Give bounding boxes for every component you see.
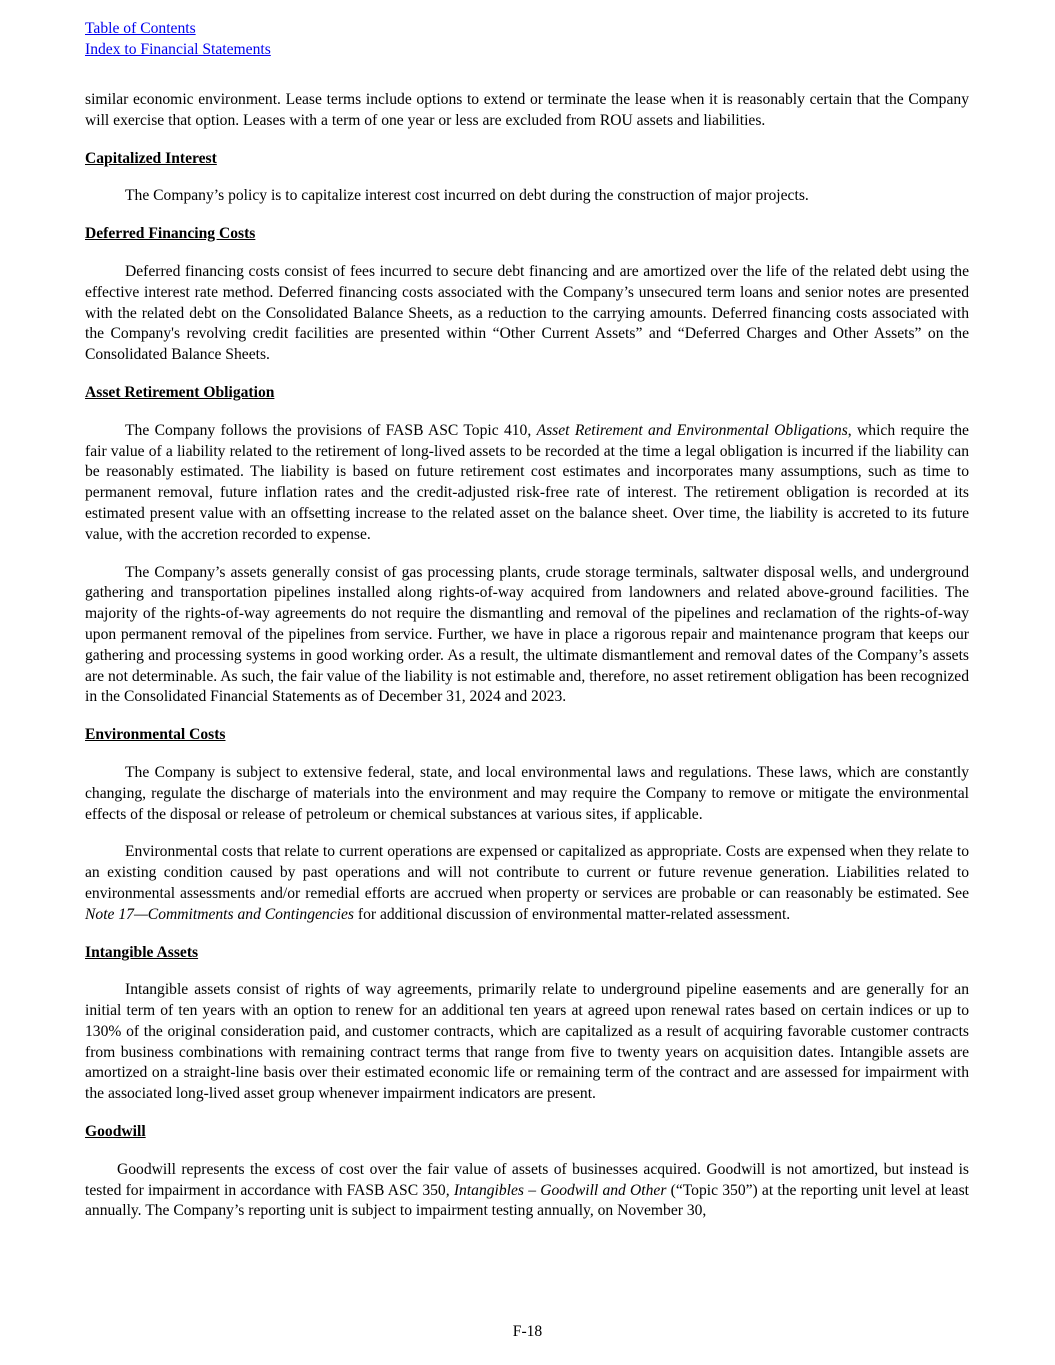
lease-paragraph: similar economic environment. Lease terms include options to extend or terminate the lease when it is reasonably certain that the Company will exercise that option. Leases with a term of one year or less are excluded from ROU assets and liabilities. xyxy=(85,91,969,129)
text: Goodwill represents the excess of cost over the fair value of assets of businesses acquired. Goodwill is not amortized, but instead is tested for impairment in accordance with FASB ASC 350 xyxy=(85,1160,969,1199)
italic-title: , Intangibles – Goodwill and Other xyxy=(445,1181,667,1199)
intangible-assets-heading: Intangible Assets xyxy=(85,943,199,961)
note-reference: Note 17—Commitments and Contingencies xyxy=(85,905,354,923)
goodwill-heading: Goodwill xyxy=(85,1123,146,1141)
capitalized-interest-heading: Capitalized Interest xyxy=(85,149,217,167)
text: The Company follows the provisions of FASB ASC Topic 410, xyxy=(125,421,537,439)
environmental-paragraph-2 xyxy=(85,842,969,925)
deferred-financing-heading: Deferred Financing Costs xyxy=(85,225,256,243)
text: (“Topic 350”) at the reporting unit level at least annually. The Company’s reporting unit is subject to impairment testing annually, on November 30, xyxy=(85,1181,969,1220)
goodwill-paragraph xyxy=(85,1160,969,1222)
document-body xyxy=(85,90,969,1239)
aro-heading: Asset Retirement Obligation xyxy=(85,383,275,401)
environmental-paragraph-1: The Company is subject to extensive federal, state, and local environmental laws and regulations. These laws, which are constantly changing, regulate the discharge of materials into the environment and may require the Company to remove or mitigate the environmental effects of the disposal or release of petroleum or chemical substances at various sites, if applicable. xyxy=(85,763,969,823)
text: for additional discussion of environmental matter-related assessment. xyxy=(353,905,791,923)
italic-title: Asset Retirement and Environmental Obligations xyxy=(536,421,848,439)
environmental-heading: Environmental Costs xyxy=(85,726,226,744)
index-financial-statements-link[interactable]: Index to Financial Statements xyxy=(85,40,271,58)
top-nav xyxy=(85,19,271,60)
capitalized-interest-paragraph: The Company’s policy is to capitalize interest cost incurred on debt during the construction of major projects. xyxy=(125,187,809,205)
deferred-financing-paragraph: Deferred financing costs consist of fees incurred to secure debt financing and are amortized over the life of the related debt using the effective interest rate method. Deferred financing costs associated with the Company’s unsecured term loans and senior notes are presented with the related debt on the Consolidated Balance Sheets, as a reduction to the carrying amounts. Deferred financing costs associated with the Company's revolving credit facilities are presented within “Other Current Assets” and “Deferred Charges and Other Assets” on the Consolidated Balance Sheets. xyxy=(85,262,969,364)
intangible-assets-paragraph: Intangible assets consist of rights of way agreements, primarily relate to underground pipeline easements and are generally for an initial term of ten years with an option to renew for an additional ten years at agreed upon renewal rates based on certain indices or up to 130% of the original consideration paid, and customer contracts, which are capitalized as a result of acquiring favorable customer contracts from business combinations with remaining contract terms that range from five to twenty years on acquisition dates. Intangible assets are amortized on a straight-line basis over their estimated economic life or remaining term of the contract and are assessed for impairment with the associated long-lived asset group whenever impairment indicators are present. xyxy=(85,981,969,1103)
aro-paragraph-2: The Company’s assets generally consist of gas processing plants, crude storage terminals, saltwater disposal wells, and underground gathering and transportation pipelines installed along rights-of-way acquired from landowners and related above-ground facilities. The majority of the rights-of-way agreements do not require the dismantling and removal of the pipelines and reclamation of the rights-of-way upon permanent removal of the pipelines from service. Further, we have in place a rigorous repair and maintenance program that keeps our gathering and processing systems in good working order. As a result, the ultimate dismantlement and removal dates of the Company’s assets are not determinable. As such, the fair value of the liability is not estimable and, therefore, no asset retirement obligation has been recognized in the Consolidated Financial Statements as of December 31, 2024 and 2023. xyxy=(85,563,969,706)
page-number: F-18 xyxy=(512,1323,543,1340)
table-of-contents-link[interactable]: Table of Contents xyxy=(85,20,196,37)
aro-paragraph-1 xyxy=(85,421,969,546)
text: Environmental costs that relate to current operations are expensed or capitalized as appropriate. Costs are expensed when they relate to an existing condition caused by past operations and will not contribute to current or future revenue generation. Liabilities related to environmental assessments and/or remedial efforts are accrued when property or services are probable or can reasonably be estimated. See xyxy=(85,843,969,902)
text: , which require the fair value of a liability related to the retirement of long-lived assets to be recorded at the time a legal obligation is incurred if the liability can be reasonably estimated. The liability is based on future retirement cost estimates and incorporates many assumptions, such as time to permanent removal, future inflation rates and the credit-adjusted risk-free rate of interest. The retirement obligation is recorded at its estimated present value with an offsetting increase to the related asset on the balance sheet. Over time, the liability is accreted to its future value, with the accretion recorded to expense. xyxy=(85,421,969,543)
